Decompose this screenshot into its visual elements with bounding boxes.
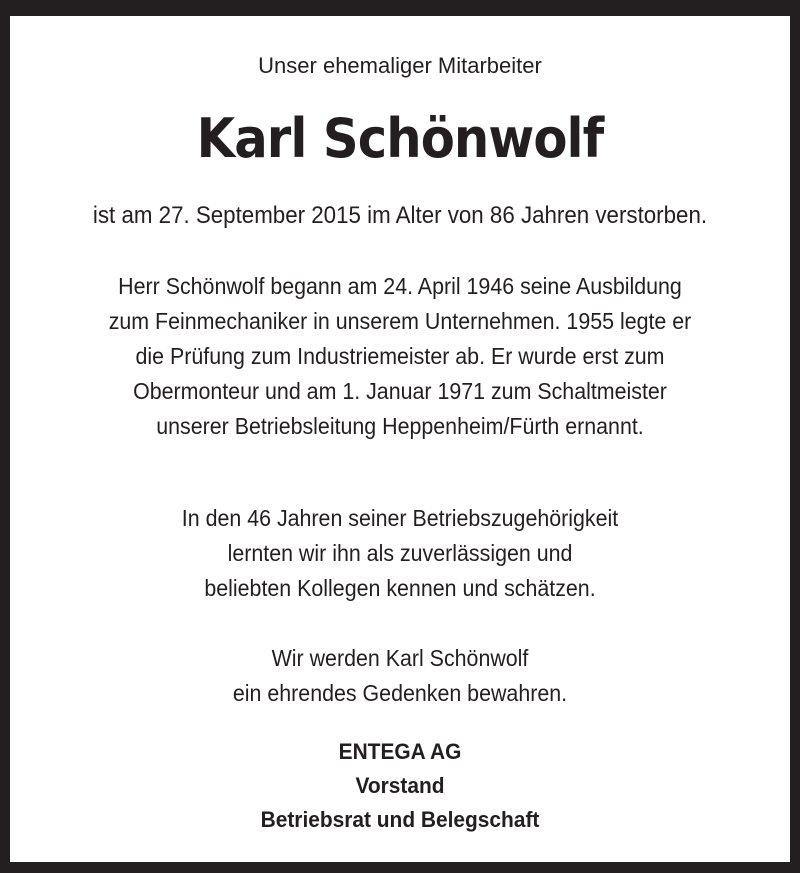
tribute-line: In den 46 Jahren seiner Betriebszugehörigkeit: [181, 505, 619, 531]
obituary-notice: [10, 16, 790, 862]
career-line: Herr Schönwolf begann am 24. April 1946 seine Ausbildung: [118, 273, 682, 299]
career-line: Obermonteur und am 1. Januar 1971 zum Schaltmeister: [133, 378, 667, 404]
career-line: zum Feinmechaniker in unserem Unternehmen. 1955 legte er: [108, 308, 692, 334]
deceased-name: Karl Schönwolf: [196, 107, 604, 170]
intro-text: Unser ehemaliger Mitarbeiter: [258, 53, 542, 78]
career-line: unserer Betriebsleitung Heppenheim/Fürth ernannt.: [156, 413, 644, 439]
signature-board: Vorstand: [355, 773, 445, 798]
remembrance-line: ein ehrendes Gedenken bewahren.: [232, 680, 568, 706]
death-date-text: ist am 27. September 2015 im Alter von 86 Jahren verstorben.: [92, 202, 708, 229]
tribute-line: beliebten Kollegen kennen und schätzen.: [204, 575, 596, 601]
signature-company: ENTEGA AG: [338, 739, 462, 764]
signature-staff: Betriebsrat und Belegschaft: [260, 807, 540, 832]
remembrance-line: Wir werden Karl Schönwolf: [271, 645, 529, 671]
career-line: die Prüfung zum Industriemeister ab. Er wurde erst zum: [135, 343, 665, 369]
tribute-line: lernten wir ihn als zuverlässigen und: [227, 540, 573, 566]
